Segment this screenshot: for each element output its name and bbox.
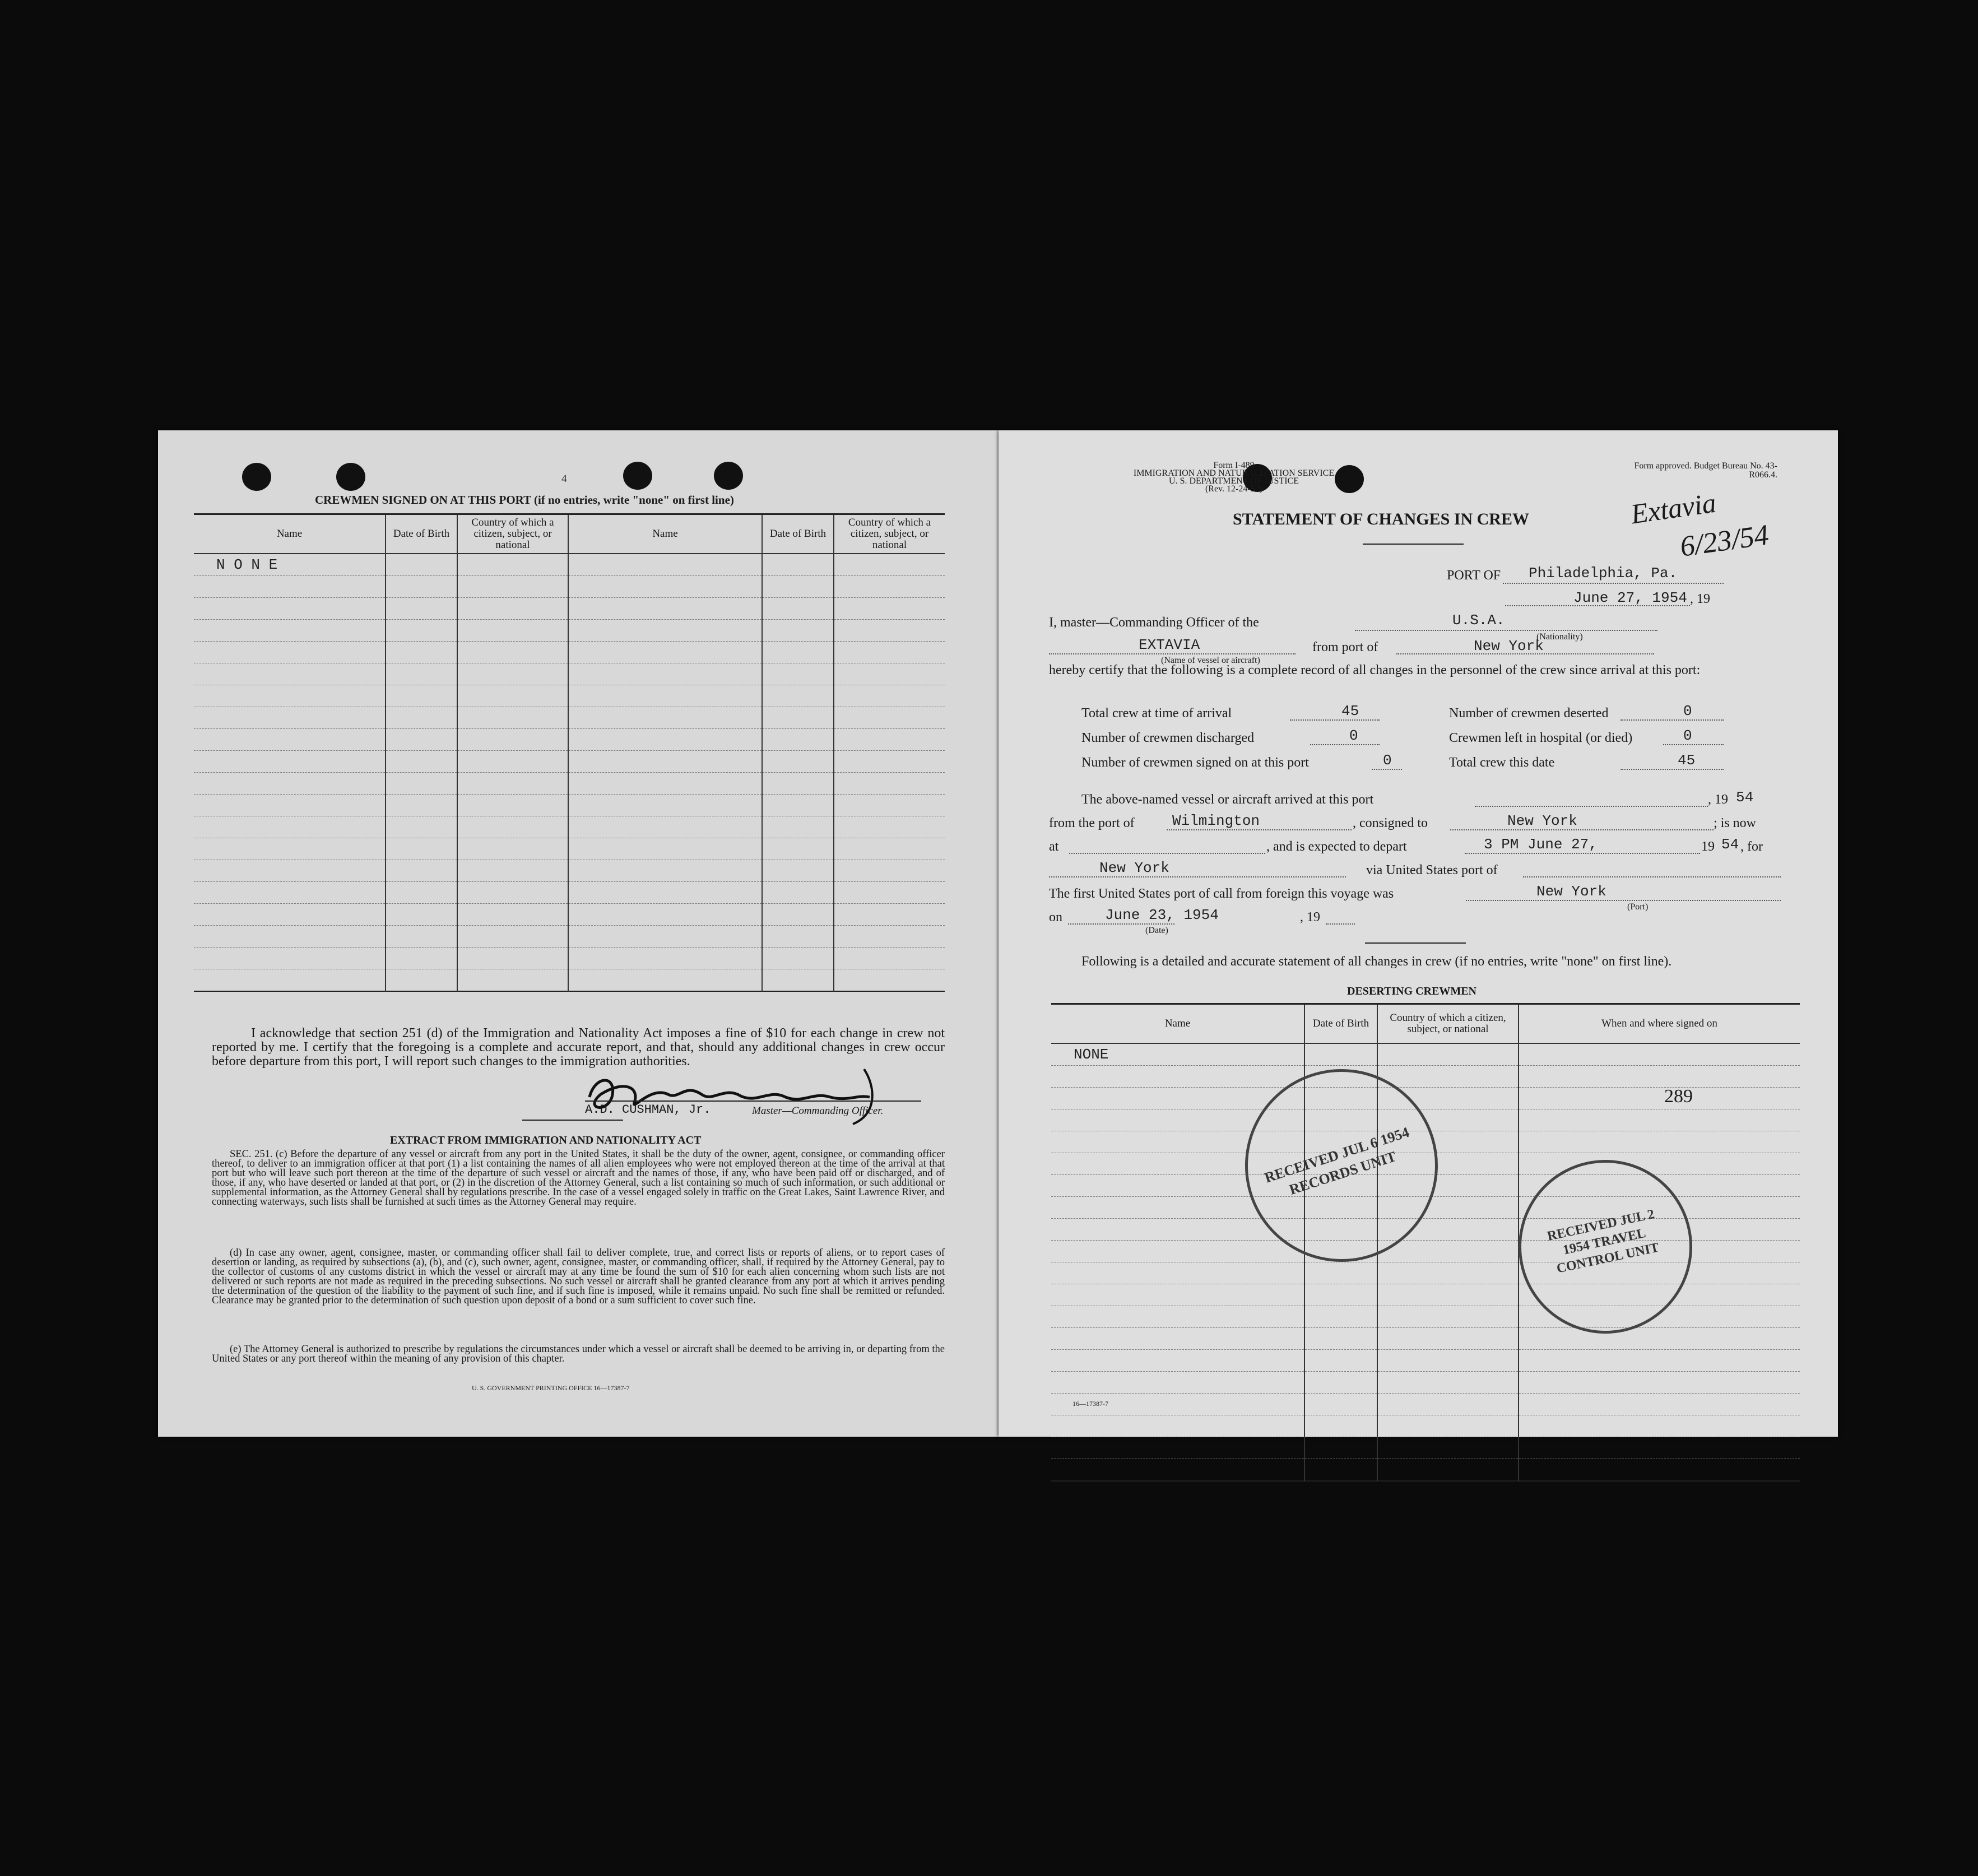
- table-cell: [194, 728, 386, 750]
- table-cell: [834, 772, 945, 794]
- nationality-label: (Nationality): [1536, 632, 1583, 642]
- table-cell: [568, 597, 762, 619]
- table-cell: [1304, 1306, 1377, 1327]
- from-port-of-label: from the port of: [1049, 816, 1135, 830]
- total-today-label: Total crew this date: [1449, 755, 1555, 770]
- table-cell: [762, 750, 834, 772]
- table-row: [1051, 1349, 1800, 1371]
- following-text: Following is a detailed and accurate statement of all changes in crew (if no entries, write "none" on first line).: [1081, 954, 1672, 969]
- table-cell: [386, 707, 457, 728]
- stamp-number: 289: [1664, 1086, 1693, 1107]
- arrived-year-prefix: , 19: [1708, 792, 1728, 807]
- table-cell: [762, 728, 834, 750]
- extract-title: EXTRACT FROM IMMIGRATION AND NATIONALITY ACT: [390, 1134, 702, 1146]
- table-cell: [194, 619, 386, 641]
- table-cell: [457, 794, 568, 816]
- table-row: [194, 575, 945, 597]
- table-cell: [834, 750, 945, 772]
- master-name: A.D. CUSHMAN, Jr.: [585, 1103, 711, 1117]
- agency-name: IMMIGRATION AND NATURALIZATION SERVICE: [1133, 468, 1335, 478]
- table-row: [194, 663, 945, 685]
- table-cell: [386, 881, 457, 903]
- table-cell: [386, 641, 457, 663]
- table-cell: [1051, 1043, 1304, 1066]
- table-row: [194, 838, 945, 860]
- for-value: New York: [1099, 860, 1169, 876]
- table-cell: [386, 969, 457, 991]
- from-port-of-value: Wilmington: [1172, 812, 1260, 829]
- table-cell: [1304, 1415, 1377, 1437]
- table-cell: [1377, 1437, 1519, 1459]
- extract-section-e: (e) The Attorney General is authorized to prescribe by regulations the circumstances under which a vessel or aircraft shall be deemed to be arriving in, or departing from the United States or any port thereof within the meaning of any provision of this chapter.: [212, 1344, 945, 1364]
- table-cell: [1051, 1371, 1304, 1393]
- table-row: [1051, 1327, 1800, 1349]
- table-row: [194, 860, 945, 881]
- table-cell: [568, 707, 762, 728]
- table-cell: [1519, 1459, 1800, 1481]
- hospital-label: Crewmen left in hospital (or died): [1449, 731, 1633, 745]
- table-cell: [1304, 1349, 1377, 1371]
- acknowledgement-text: I acknowledge that section 251 (d) of the Immigration and Nationality Act imposes a fine of $10 for each change in crew not reported by me. I certify that the foregoing is a complete and accurate report, and that, should any additional changes in crew occur before departure from this port, I will report such changes to the immigration authorities.: [212, 1026, 945, 1069]
- table-cell: [834, 969, 945, 991]
- table-cell: [568, 663, 762, 685]
- consigned-value: New York: [1507, 812, 1577, 829]
- first-entry: NONE: [1074, 1046, 1109, 1063]
- table-cell: [194, 860, 386, 881]
- right-page: [999, 430, 1838, 1437]
- table-cell: [386, 947, 457, 969]
- table-cell: [1304, 1371, 1377, 1393]
- table-cell: [762, 597, 834, 619]
- table-cell: [1051, 1284, 1304, 1306]
- discharged-value: 0: [1349, 727, 1358, 744]
- table-cell: [1519, 1131, 1800, 1153]
- punch-hole: [623, 462, 652, 490]
- table-row: [194, 925, 945, 947]
- table-row: [1051, 1459, 1800, 1481]
- table-cell: [834, 554, 945, 576]
- department-name: U. S. DEPARTMENT OF JUSTICE: [1169, 476, 1299, 486]
- is-now-label: ; is now: [1714, 816, 1757, 830]
- form-header: [1133, 462, 1335, 493]
- table-cell: [457, 728, 568, 750]
- consigned-label: , consigned to: [1353, 816, 1428, 830]
- table-cell: [386, 794, 457, 816]
- col-name: Name: [568, 514, 762, 554]
- punch-hole: [1335, 465, 1364, 493]
- table-cell: [457, 969, 568, 991]
- table-cell: [762, 794, 834, 816]
- table-cell: [194, 947, 386, 969]
- table-cell: [1377, 1415, 1519, 1437]
- form-revision: (Rev. 12-24-52): [1205, 484, 1263, 494]
- table-cell: [194, 663, 386, 685]
- table-cell: [568, 903, 762, 925]
- table-row: [194, 554, 945, 576]
- table-cell: [1519, 1043, 1800, 1066]
- table-cell: [762, 619, 834, 641]
- right-footer: 16—17387-7: [1072, 1400, 1108, 1408]
- table-cell: [762, 707, 834, 728]
- extract-section-d: (d) In case any owner, agent, consignee, master, or commanding officer shall fail to deliver complete, true, and correct lists or reports of aliens, or to report cases of desertion or landing, as required by subsections (a), (b), and (c), such owner, agent, consignee, master, or commanding officer, shall, if required by the Attorney General, pay to the collector of customs of any customs district in which the vessel or aircraft may at any time be found the sum of $10 for each alien concerning whom such lists are not delivered or such reports are not made as required in the preceding subsections. No such vessel or aircraft shall be granted clearance from any port at which it arrives pending the determination of the question of the liability to the payment of such fine, and if such fine is imposed, while it remains unpaid. No such fine shall be remitted or refunded. Clearance may be granted prior to the determination of such question upon deposit of a bond or a sum sufficient to cover such fine.: [212, 1247, 945, 1306]
- table-cell: [386, 554, 457, 576]
- col-country: Country of which a citizen, subject, or national: [834, 514, 945, 554]
- table-cell: [568, 728, 762, 750]
- signed-on-value: 0: [1383, 752, 1392, 769]
- table-cell: [386, 860, 457, 881]
- table-cell: [568, 969, 762, 991]
- table-cell: [1051, 1437, 1304, 1459]
- for-label: , for: [1740, 839, 1763, 854]
- table-cell: [386, 750, 457, 772]
- master-title: Master—Commanding Officer.: [752, 1105, 884, 1117]
- table-row: [194, 619, 945, 641]
- table-cell: [762, 663, 834, 685]
- table-cell: [386, 597, 457, 619]
- table-row: [194, 707, 945, 728]
- left-footer: U. S. GOVERNMENT PRINTING OFFICE 16—17387-7: [472, 1384, 630, 1392]
- table-cell: [457, 685, 568, 707]
- report-date: June 27, 1954: [1573, 589, 1687, 606]
- table-row: [1051, 1371, 1800, 1393]
- table-cell: [762, 685, 834, 707]
- table-cell: [457, 925, 568, 947]
- table-cell: [1304, 1437, 1377, 1459]
- col-dob: Date of Birth: [1304, 1004, 1377, 1043]
- table-cell: [568, 860, 762, 881]
- table-cell: [457, 641, 568, 663]
- vessel-name: EXTAVIA: [1139, 637, 1200, 653]
- table-cell: [834, 838, 945, 860]
- table-cell: [834, 816, 945, 838]
- table-cell: [386, 575, 457, 597]
- table-cell: [1051, 1065, 1304, 1087]
- table-cell: [834, 575, 945, 597]
- table-cell: [457, 947, 568, 969]
- master-line-label: I, master—Commanding Officer of the: [1049, 615, 1259, 630]
- table-cell: [834, 597, 945, 619]
- table-cell: [457, 707, 568, 728]
- table-cell: [568, 619, 762, 641]
- table-cell: [1377, 1306, 1519, 1327]
- form-number: Form I-489: [1213, 461, 1255, 470]
- first-entry: N O N E: [216, 556, 278, 573]
- table-cell: [762, 903, 834, 925]
- table-cell: [386, 685, 457, 707]
- table-cell: [386, 838, 457, 860]
- table-cell: [1377, 1459, 1519, 1481]
- handwritten-ship: Extavia: [1628, 486, 1718, 530]
- date-caption: (Date): [1145, 926, 1168, 935]
- first-port-value: New York: [1536, 883, 1606, 900]
- table-cell: [457, 860, 568, 881]
- table-cell: [386, 619, 457, 641]
- on-value: June 23, 1954: [1105, 907, 1219, 923]
- port-caption: (Port): [1627, 902, 1649, 912]
- table-cell: [1519, 1393, 1800, 1415]
- table-cell: [762, 554, 834, 576]
- table-cell: [457, 597, 568, 619]
- table-cell: [194, 554, 386, 576]
- punch-hole: [336, 463, 365, 491]
- table-cell: [1051, 1459, 1304, 1481]
- table-row: [194, 685, 945, 707]
- table-row: [1051, 1043, 1800, 1066]
- table-cell: [762, 816, 834, 838]
- table-cell: [1519, 1065, 1800, 1087]
- table-cell: [457, 903, 568, 925]
- table-cell: [386, 903, 457, 925]
- table-cell: [762, 838, 834, 860]
- discharged-label: Number of crewmen discharged: [1081, 731, 1255, 745]
- table-cell: [194, 838, 386, 860]
- table-cell: [194, 816, 386, 838]
- deserted-label: Number of crewmen deserted: [1449, 706, 1609, 721]
- deserting-title: DESERTING CREWMEN: [1347, 985, 1476, 997]
- table-cell: [568, 641, 762, 663]
- table-cell: [1519, 1349, 1800, 1371]
- table-cell: [834, 728, 945, 750]
- total-today-value: 45: [1678, 752, 1696, 769]
- table-cell: [1519, 1327, 1800, 1349]
- table-row: [194, 794, 945, 816]
- table-cell: [194, 881, 386, 903]
- table-row: [1051, 1437, 1800, 1459]
- at-label: at: [1049, 839, 1059, 854]
- extract-section-c: SEC. 251. (c) Before the departure of any vessel or aircraft from any port in the United States, it shall be the duty of the owner, agent, consignee, or commanding officer thereof, to deliver to an immigration officer at that port (1) a list containing the names of all alien employees who were not employed thereon at the time of the arrival at that port but who will leave such port thereon at the time of the departure of such vessel or aircraft and the names of those, if any, who have been paid off or discharged, and of those, if any, who have deserted or landed at that port, or (2) in the discretion of the Attorney General, such a list containing so much of such information, or such additional or supplemental information, as the Attorney General shall by regulations prescribe. In the case of a vessel engaged solely in traffic on the Great Lakes, Saint Lawrence River, and connecting waterways, such lists shall be furnished at such times as the Attorney General may require.: [212, 1149, 945, 1208]
- table-cell: [762, 772, 834, 794]
- table-cell: [457, 619, 568, 641]
- port-label: PORT OF: [1447, 568, 1501, 583]
- table-row: [1051, 1393, 1800, 1415]
- arrived-text: The above-named vessel or aircraft arrived at this port: [1081, 792, 1374, 807]
- page-number: 4: [561, 473, 567, 485]
- port-value: Philadelphia, Pa.: [1529, 565, 1678, 582]
- first-port-text: The first United States port of call from foreign this voyage was: [1049, 886, 1394, 901]
- table-cell: [568, 838, 762, 860]
- col-country: Country of which a citizen, subject, or national: [1377, 1004, 1519, 1043]
- table-cell: [1519, 1371, 1800, 1393]
- table-cell: [834, 947, 945, 969]
- table-row: [194, 597, 945, 619]
- table-cell: [194, 641, 386, 663]
- punch-hole: [242, 463, 271, 491]
- table-cell: [568, 772, 762, 794]
- table-cell: [1051, 1327, 1304, 1349]
- table-cell: [386, 925, 457, 947]
- punch-hole: [714, 462, 743, 490]
- table-cell: [194, 685, 386, 707]
- table-row: [1051, 1065, 1800, 1087]
- table-cell: [568, 794, 762, 816]
- table-cell: [568, 685, 762, 707]
- table-cell: [194, 969, 386, 991]
- left-page: [158, 430, 999, 1437]
- table-cell: [834, 794, 945, 816]
- budget-note: Form approved. Budget Bureau No. 43-R066.4.: [1634, 461, 1777, 480]
- col-dob: Date of Birth: [762, 514, 834, 554]
- table-row: [194, 816, 945, 838]
- table-cell: [834, 903, 945, 925]
- table-cell: [762, 947, 834, 969]
- table-cell: [834, 641, 945, 663]
- table-cell: [568, 925, 762, 947]
- table-cell: [1304, 1393, 1377, 1415]
- table-cell: [762, 860, 834, 881]
- table-cell: [568, 575, 762, 597]
- table-row: [194, 969, 945, 991]
- col-country: Country of which a citizen, subject, or national: [457, 514, 568, 554]
- vessel-label: (Name of vessel or aircraft): [1161, 656, 1260, 665]
- depart-year-prefix: 19: [1701, 839, 1715, 854]
- table-cell: [1377, 1349, 1519, 1371]
- table-cell: [457, 838, 568, 860]
- table-cell: [568, 554, 762, 576]
- table-cell: [457, 663, 568, 685]
- table-row: [194, 641, 945, 663]
- table-row: [194, 750, 945, 772]
- table-cell: [1304, 1459, 1377, 1481]
- on-label: on: [1049, 910, 1062, 925]
- arrived-year: 54: [1736, 789, 1754, 806]
- table-cell: [1519, 1153, 1800, 1174]
- table-cell: [1519, 1087, 1800, 1109]
- table-cell: [834, 860, 945, 881]
- table-cell: [762, 881, 834, 903]
- table-cell: [1377, 1262, 1519, 1284]
- col-when-where: When and where signed on: [1519, 1004, 1800, 1043]
- table-cell: [386, 816, 457, 838]
- table-row: [1051, 1284, 1800, 1306]
- table-cell: [834, 925, 945, 947]
- depart-value: 3 PM June 27,: [1484, 836, 1598, 853]
- table-cell: [568, 816, 762, 838]
- table-cell: [568, 947, 762, 969]
- table-cell: [457, 554, 568, 576]
- handwritten-date: 6/23/54: [1678, 519, 1771, 563]
- table-cell: [194, 707, 386, 728]
- table-row: [194, 903, 945, 925]
- table-cell: [194, 597, 386, 619]
- table-cell: [1377, 1284, 1519, 1306]
- nationality-value: U.S.A.: [1452, 612, 1505, 629]
- table-row: [1051, 1306, 1800, 1327]
- from-port-value: New York: [1474, 638, 1544, 654]
- hospital-value: 0: [1683, 727, 1692, 744]
- table-cell: [568, 750, 762, 772]
- table-cell: [762, 575, 834, 597]
- table-cell: [834, 619, 945, 641]
- table-cell: [1051, 1240, 1304, 1262]
- col-name: Name: [194, 514, 386, 554]
- table-cell: [1051, 1349, 1304, 1371]
- table-cell: [1377, 1043, 1519, 1066]
- table-cell: [1519, 1415, 1800, 1437]
- from-port-label: from port of: [1312, 640, 1378, 654]
- table-cell: [1304, 1262, 1377, 1284]
- table-cell: [386, 728, 457, 750]
- depart-year: 54: [1721, 836, 1739, 853]
- table-cell: [194, 772, 386, 794]
- table-cell: [1304, 1327, 1377, 1349]
- table-cell: [834, 663, 945, 685]
- col-dob: Date of Birth: [386, 514, 457, 554]
- total-crew-value: 45: [1341, 703, 1359, 719]
- table-cell: [762, 641, 834, 663]
- via-label: via United States port of: [1366, 863, 1498, 877]
- table-cell: [1051, 1306, 1304, 1327]
- on-suffix: , 19: [1300, 910, 1320, 925]
- table-cell: [1377, 1240, 1519, 1262]
- table-cell: [194, 750, 386, 772]
- table-row: [194, 947, 945, 969]
- certify-text: hereby certify that the following is a complete record of all changes in the personnel of the crew since arrival at this port:: [1049, 663, 1701, 677]
- form-title: STATEMENT OF CHANGES IN CREW: [1233, 510, 1529, 528]
- table-cell: [194, 925, 386, 947]
- col-name: Name: [1051, 1004, 1304, 1043]
- table-row: [194, 881, 945, 903]
- received-stamp-records: RECEIVED JUL 6 1954 RECORDS UNIT: [1220, 1044, 1462, 1287]
- table-cell: [1051, 1262, 1304, 1284]
- table-cell: [457, 772, 568, 794]
- table-cell: [834, 685, 945, 707]
- report-date-suffix: , 19: [1690, 592, 1710, 606]
- table-cell: [194, 903, 386, 925]
- signed-on-table: [194, 513, 945, 992]
- signed-on-label: Number of crewmen signed on at this port: [1081, 755, 1309, 770]
- table-cell: [194, 794, 386, 816]
- table-cell: [834, 707, 945, 728]
- table-cell: [457, 816, 568, 838]
- table-cell: [1519, 1437, 1800, 1459]
- table-cell: [762, 969, 834, 991]
- table-cell: [457, 881, 568, 903]
- table-cell: [1377, 1371, 1519, 1393]
- table-cell: [457, 750, 568, 772]
- table-row: [1051, 1415, 1800, 1437]
- table-cell: [1304, 1284, 1377, 1306]
- table-cell: [834, 881, 945, 903]
- total-crew-label: Total crew at time of arrival: [1081, 706, 1232, 721]
- expected-depart-label: , and is expected to depart: [1266, 839, 1407, 854]
- table-row: [194, 772, 945, 794]
- table-cell: [1519, 1109, 1800, 1131]
- table-row: [194, 728, 945, 750]
- table-cell: [194, 575, 386, 597]
- table-cell: [1377, 1327, 1519, 1349]
- table-cell: [1304, 1043, 1377, 1066]
- deserted-value: 0: [1683, 703, 1692, 719]
- received-stamp-travel-control: RECEIVED JUL 2 1954 TRAVEL CONTROL UNIT: [1502, 1144, 1708, 1350]
- table-cell: [1377, 1065, 1519, 1087]
- table-cell: [568, 881, 762, 903]
- table-cell: [457, 575, 568, 597]
- table-cell: [1377, 1393, 1519, 1415]
- table-cell: [762, 925, 834, 947]
- table-cell: [1051, 1415, 1304, 1437]
- table-cell: [386, 663, 457, 685]
- crew-signed-on-title: CREWMEN SIGNED ON AT THIS PORT (if no entries, write "none" on first line): [315, 493, 734, 507]
- table-cell: [386, 772, 457, 794]
